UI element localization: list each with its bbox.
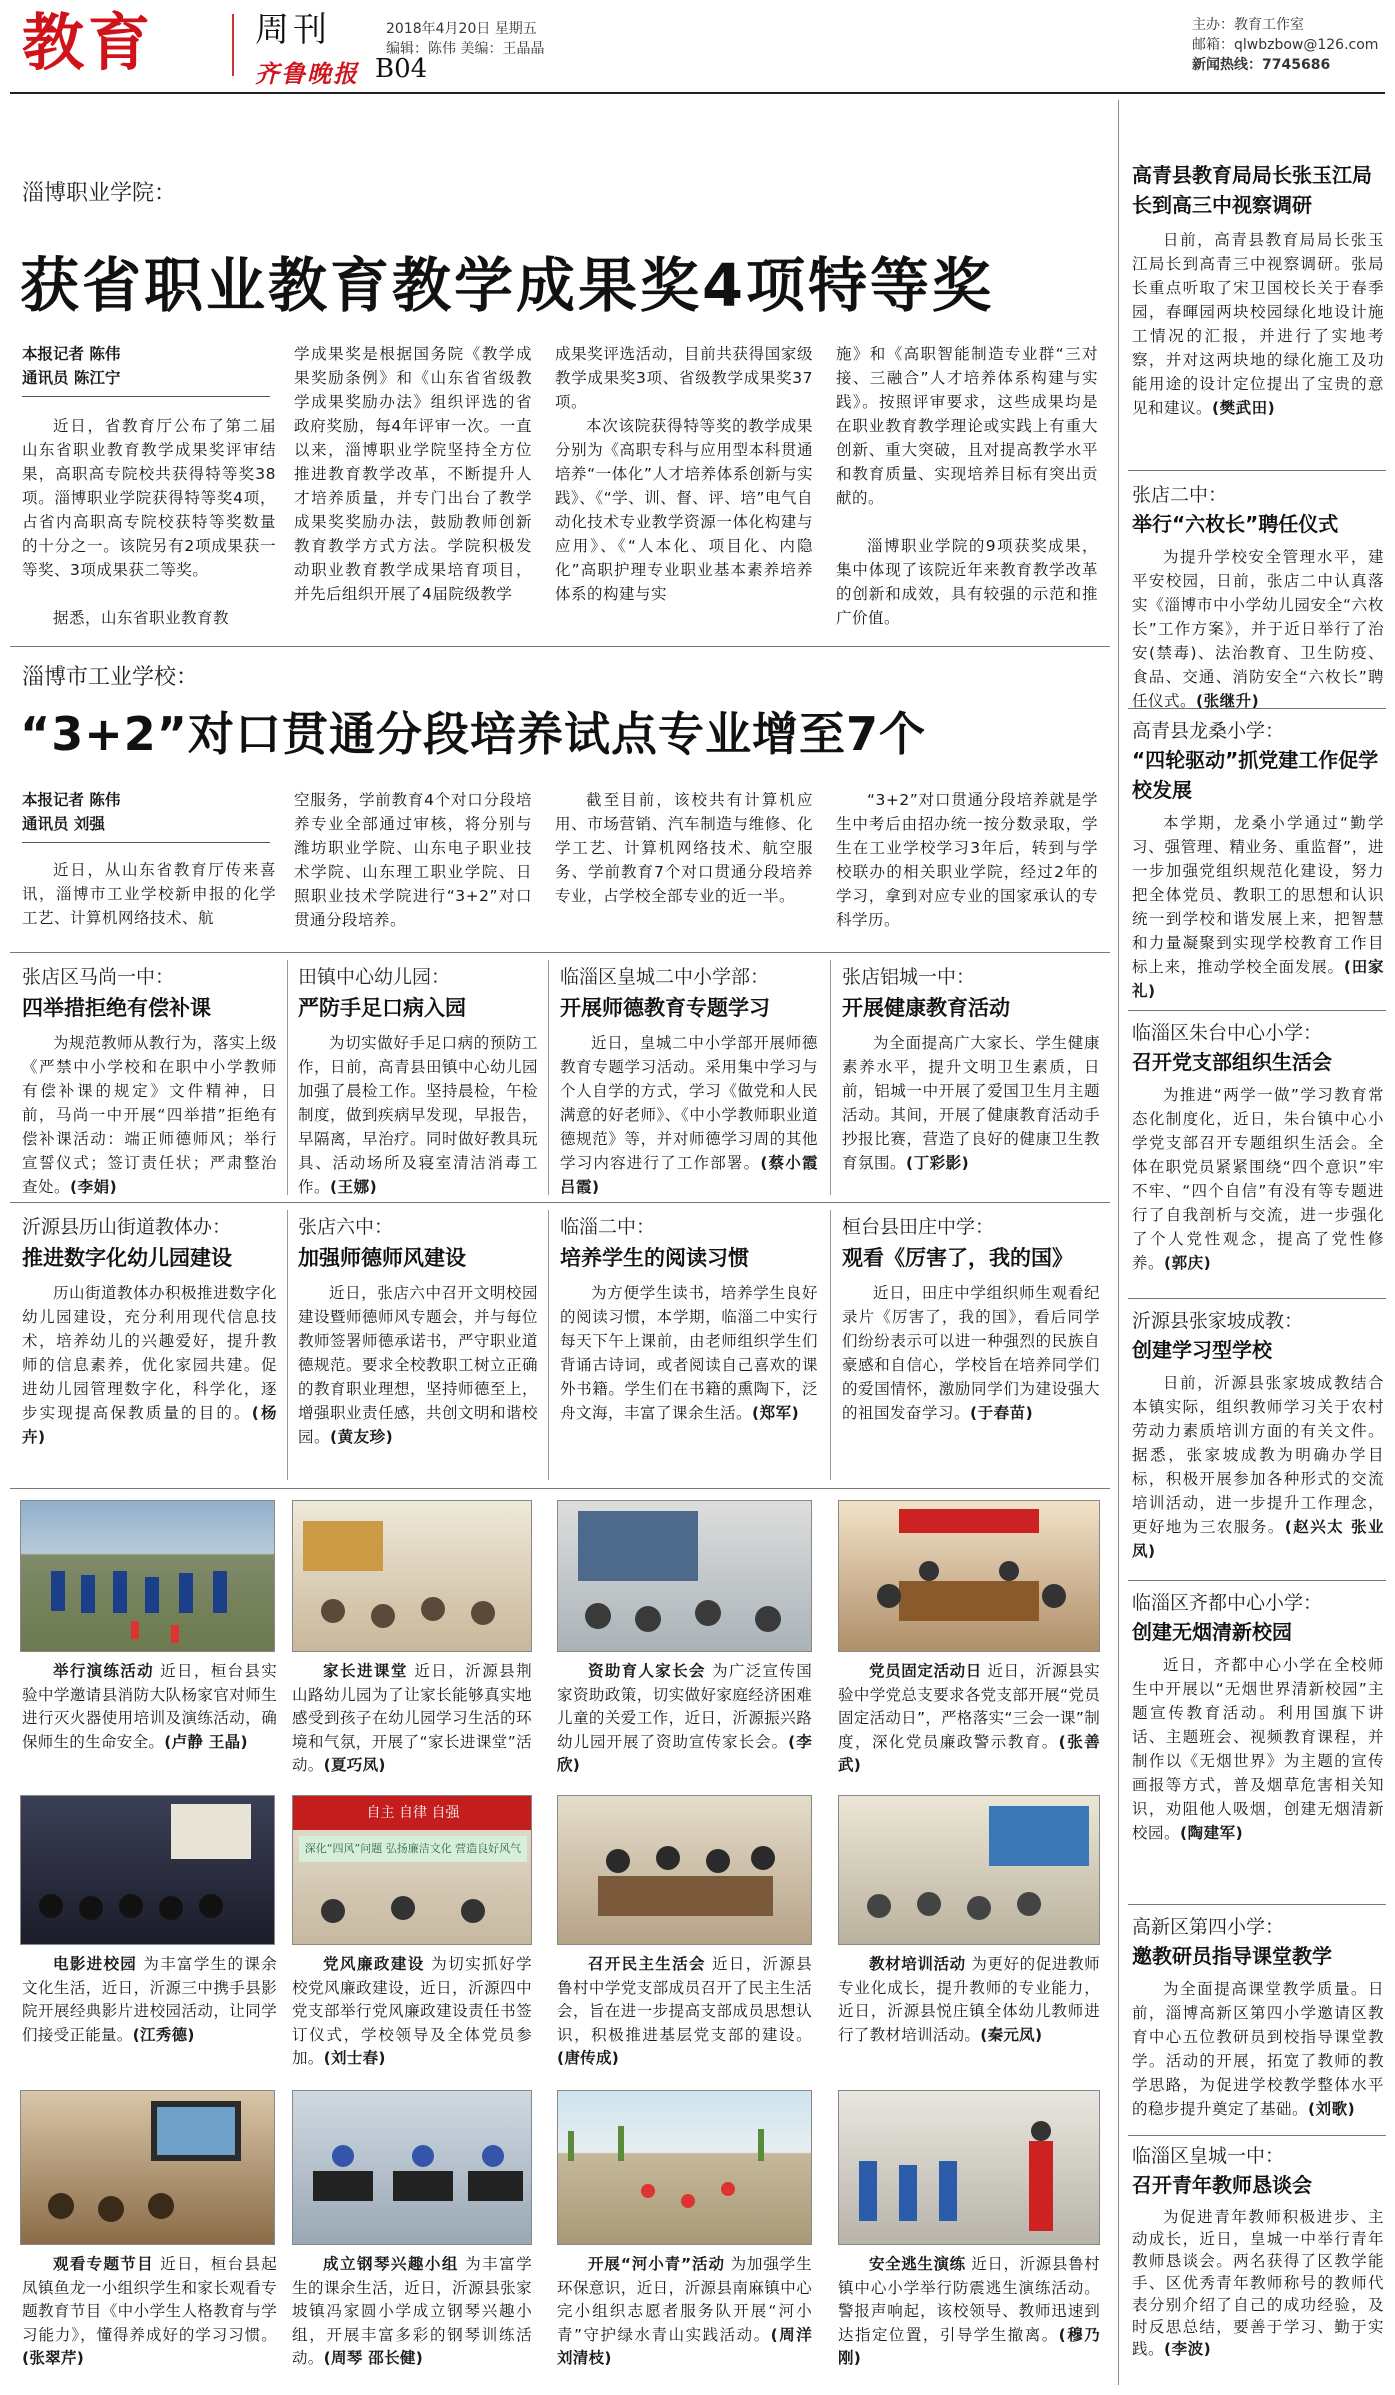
brief-1-3: 临淄区皇城二中小学部： 开展师德教育专题学习 近日，皇城二中小学部开展师德教育专题学习活动。采用集中学习与个人自学的方式，学习《做党和人民满意的好老师》、《中小学教师职业道德规范》等，并对师德学习周的其他学习内容进行了工作部署。(蔡小霞 吕霞): [560, 966, 818, 1196]
photo-evacuation: [838, 2090, 1100, 2245]
a2-headline: “3+2”对口贯通分段培养试点专业增至7个: [20, 707, 927, 761]
photo-piano: [292, 2090, 532, 2245]
caption-3-2: 成立钢琴兴趣小组 为丰富学生的课余生活，近日，沂源县张家坡镇冯家圆小学成立钢琴兴趣小组，开展丰富多彩的钢琴训练活动。(周琴 邵长健): [292, 2255, 533, 2367]
photo-parents-class: [292, 1500, 532, 1652]
editors: 编辑：陈伟 美编：王晶晶: [386, 41, 545, 57]
right-brief-1: 高青县教育局局长张玉江局长到高三中视察调研 日前，高青县教育局局长张玉江局长到高青三中视察调研。张局长重点听取了宋卫国校长关于春季园，春暉园两块校园绿化地设计施工情况的汇报，并进行了实地考察，并对这两块地的绿化施工及功能用途的设计定位提出了宝贵的意见和建议。(樊武田): [1132, 163, 1384, 417]
right-brief-4: 临淄区朱台中心小学： 召开党支部组织生活会 为推进“两学一做”学习教育常态化制度化，近日，朱台镇中心小学党支部召开专题组织生活会。全体在职党员紧紧围绕“四个意识”牢不牢、“四个自信”有没有等专题进行了自我剖析与交流，进一步强化了个人党性观念，提高了党性修养。(郭庆): [1132, 1022, 1384, 1272]
photo-parents-meeting: [557, 1500, 812, 1652]
a1-col1: 近日，省教育厅公布了第二届山东省职业教育教学成果奖评审结果，高职高专院校共获得特等奖38项。淄博职业学院获得特等奖4项，占省内高职高专院校获特等奖数量的十分之一。该院另有2项成果获一等奖、3项成果获二等奖。: [22, 417, 276, 579]
a1-headline: 获省职业教育教学成果奖4项特等奖: [20, 251, 995, 320]
a1-col2: 学成果奖是根据国务院《教学成果奖励条例》和《山东省省级教学成果奖励办法》组织评选的省政府奖励，每4年评审一次。一直以来，淄博职业学院坚持全方位推进教育教学改革，不断提升人才培养质量，并专门出台了教学成果奖奖励办法，鼓励教师创新教育教学方式方法。学院积极发动职业教育教学成果培育项目，并先后组织开展了4届院级教学: [294, 345, 532, 603]
photo-movie: [20, 1795, 275, 1945]
right-brief-3: 高青县龙桑小学： “四轮驱动”抓党建工作促学校发展 本学期，龙桑小学通过“勤学习、强管理、精业务、重监督”，进一步加强党组织规范化建设，努力把全体党员、教职工的思想和认识统一到学校和谐发展上来，把智慧和力量凝聚到实现学校教育工作目标上来，推动学校全面发展。(田家礼): [1132, 720, 1384, 1000]
a1-col3: 成果奖评选活动，目前共获得国家级教学成果奖3项、省级教学成果奖37项。: [555, 345, 813, 411]
right-brief-2: 张店二中： 举行“六枚长”聘任仪式 为提升学校安全管理水平，建平安校园，日前，张店二中认真落实《淄博市中小学幼儿园安全“六枚长”工作方案》，并于近日举行了治安(禁毒)、法治教育、卫生防疫、食品、交通、消防安全“六枚长”聘任仪式。(张继升): [1132, 484, 1384, 710]
host-info: 主办：教育工作室: [1192, 17, 1304, 33]
photo-integrity: 自主 自律 自强 深化“四风”问题 弘扬廉洁文化 营造良好风气: [292, 1795, 532, 1945]
right-brief-6: 临淄区齐都中心小学： 创建无烟清新校园 近日，齐都中心小学在全校师生中开展以“无烟世界清新校园”主题宣传教育活动。利用国旗下讲话、主题班会、视频教育课程，并制作以《无烟世界》为主题的宣传画报等方式，普及烟草危害相关知识，劝阻他人吸烟，创建无烟清新校园。(陶建军): [1132, 1592, 1384, 1842]
a2-col3: 截至目前，该校共有计算机应用、市场营销、汽车制造与维修、化学工艺、计算机网络技术、航空服务、学前教育7个对口贯通分段培养专业，占学校全部专业的近一半。: [555, 791, 813, 905]
brief-2-4: 桓台县田庄中学： 观看《厉害了，我的国》 近日，田庄中学组织师生观看纪录片《厉害了，我的国》，看后同学们纷纷表示可以进一种强烈的民族自豪感和自信心，学校旨在培养同学们的爱国情怀，激励同学们为建设强大的祖国发奋学习。(于春苗): [842, 1216, 1100, 1422]
brief-2-1: 沂源县历山街道教体办： 推进数字化幼儿园建设 历山街道教体办积极推进数字化幼儿园建设，充分利用现代信息技术，培养幼儿的兴趣爱好，提升教师的信息素养，优化家园共建。促进幼儿园管理数字化，科学化，逐步实现提高保教质量的目的。(杨卉): [22, 1216, 278, 1446]
page-number: B04: [375, 54, 428, 84]
caption-2-4: 教材培训活动 为更好的促进教师专业化成长，提升教师的专业能力，近日，沂源县悦庄镇全体幼儿教师进行了教材培训活动。(秦元凤): [838, 1955, 1100, 2044]
caption-1-2: 家长进课堂 近日，沂源县荆山路幼儿园为了让家长能够真实地感受到孩子在幼儿园学习生活的环境和气氛，开展了“家长进课堂”活动。(夏巧凤): [292, 1662, 532, 1774]
caption-3-3: 开展“河小青”活动 为加强学生环保意识，近日，沂源县南麻镇中心完小组织志愿者服务队开展“河小青”守护绿水青山实践活动。(周洋 刘清枝): [557, 2255, 813, 2367]
a2-col1: 近日，从山东省教育厅传来喜讯，淄博市工业学校新申报的化学工艺、计算机网络技术、航: [22, 861, 276, 927]
a1-col3b: 本次该院获得特等奖的教学成果分别为《高职专科与应用型本科贯通培养“一体化”人才培养体系创新与实践》、《“学、训、督、评、培”电气自动化技术专业教学资源一体化构建与应用》、《“人本化、项目化、内隐化”高职护理专业职业基本素养培养体系的构建与实: [555, 417, 813, 603]
weekly-label: 周刊: [255, 10, 331, 50]
caption-3-1: 观看专题节目 近日，桓台县起凤镇鱼龙一小组织学生和家长观看专题教育节目《中小学生人格教育与学习能力》，懂得养成好的学习习惯。(张翠芹): [22, 2255, 277, 2367]
caption-1-1: 举行演练活动 近日，桓台县实验中学邀请县消防大队杨家官对师生进行灭火器使用培训及演练活动，确保师生的生命安全。(卢静 王晶): [22, 1662, 277, 1751]
brief-1-4: 张店铝城一中： 开展健康教育活动 为全面提高广大家长、学生健康素养水平，提升文明卫生素质，日前，铝城一中开展了爱国卫生月主题活动。其间，开展了健康教育活动手抄报比赛，营造了良好的健康卫生教育氛围。(丁彩影): [842, 966, 1100, 1172]
brief-2-3: 临淄二中： 培养学生的阅读习惯 为方便学生读书，培养学生良好的阅读习惯，本学期，临淄二中实行每天下午上课前，由老师组织学生们背诵古诗词，或者阅读自己喜欢的课外书籍。学生们在书籍的熏陶下，泛舟文海，丰富了课余生活。(郑军): [560, 1216, 818, 1422]
a1-kicker: 淄博职业学院：: [22, 181, 177, 206]
hotline-info: 新闻热线：7745686: [1192, 57, 1331, 73]
photo-training: [838, 1795, 1100, 1945]
caption-2-1: 电影进校园 为丰富学生的课余文化生活，近日，沂源三中携手县影院开展经典影片进校园活动，让同学们接受正能量。(江秀德): [22, 1955, 277, 2044]
section-title: 教育: [22, 6, 155, 79]
masthead: [0, 0, 1395, 90]
a1-byline: 本报记者 陈伟 通讯员 陈江宁: [22, 345, 121, 387]
newspaper-logo: 齐鲁晚报: [255, 59, 359, 88]
brief-1-1: 张店区马尚一中： 四举措拒绝有偿补课 为规范教师从教行为，落实上级《严禁中小学校和在职中小学教师有偿补课的规定》文件精神，日前，马尚一中开展“四举措”拒绝有偿补课活动：端正师德师风；举行宣誓仪式；签订责任状；严肃整治查处。(李娟): [22, 966, 278, 1196]
a2-col4: “3+2”对口贯通分段培养就是学生中考后由招办统一按分数录取，学生在工业学校学习3年后，转到与学校联办的相关职业学院，经过2年的学习，拿到对应专业的国家承认的专科学历。: [836, 791, 1098, 929]
issue-date: 2018年4月20日 星期五: [386, 21, 537, 37]
photo-river: [557, 2090, 812, 2245]
brief-2-2: 张店六中： 加强师德师风建设 近日，张店六中召开文明校园建设暨师德师风专题会，并与每位教师签署师德承诺书，严守职业道德规范。要求全校教职工树立正确的教育职业理想，坚持师德至上，增强职业责任感，共创文明和谐校园。(黄友珍): [298, 1216, 539, 1446]
caption-2-3: 召开民主生活会 近日，沂源县鲁村中学党支部成员召开了民主生活会，旨在进一步提高支部成员思想认识，积极推进基层党支部的建设。(唐传成): [557, 1955, 812, 2067]
photo-party-day: [838, 1500, 1100, 1652]
caption-3-4: 安全逃生演练 近日，沂源县鲁村镇中心小学举行防震逃生演练活动。警报声响起，该校领导、教师迅速到达指定位置，引导学生撤离。(穆乃刚): [838, 2255, 1101, 2367]
right-brief-7: 高新区第四小学： 邀教研员指导课堂教学 为全面提高课堂教学质量。日前，淄博高新区第四小学邀请区教育中心五位教研员到校指导课堂教学。活动的开展，拓宽了教师的教学思路，为促进学校教学整体水平的稳步提升奠定了基础。(刘歌): [1132, 1916, 1384, 2118]
brief-1-2: 田镇中心幼儿园： 严防手足口病入园 为切实做好手足口病的预防工作，日前，高青县田镇中心幼儿园加强了晨检工作。坚持晨检，午检制度，做到疾病早发现，早报告，早隔离，早治疗。同时做好教具玩具、活动场所及寝室清洁消毒工作。(王娜): [298, 966, 539, 1196]
email-info: 邮箱：qlwbzbow@126.com: [1192, 37, 1379, 53]
a2-kicker: 淄博市工业学校：: [22, 665, 199, 690]
right-brief-8: 临淄区皇城一中： 召开青年教师恳谈会 为促进青年教师积极进步、主动成长，近日，皇城一中举行青年教师恳谈会。两名获得了区教学能手、区优秀青年教师称号的教师代表分别介绍了自己的成功经验，及时反思总结，要善于学习、勤于实践。(李波): [1132, 2145, 1384, 2358]
caption-2-2: 党风廉政建设 为切实抓好学校党风廉政建设，近日，沂源四中党支部举行党风廉政建设责任书签订仪式，学校领导及全体党员参加。(刘士春): [292, 1955, 532, 2067]
photo-democratic: [557, 1795, 812, 1945]
photo-fire-drill: [20, 1500, 275, 1652]
caption-1-4: 党员固定活动日 近日，沂源县实验中学党总支要求各党支部开展“党员固定活动日”，严格落实“三会一课”制度，深化党员廉政警示教育。(张善武): [838, 1662, 1101, 1774]
photo-tv-program: [20, 2090, 275, 2245]
a1-col1b: 据悉，山东省职业教育教: [53, 609, 230, 627]
a2-col2: 空服务，学前教育4个对口分段培养专业全部通过审核，将分别与潍坊职业学院、山东电子职业技术学院、山东理工职业学院、日照职业技术学院进行“3+2”对口贯通分段培养。: [294, 791, 532, 929]
a2-byline: 本报记者 陈伟 通讯员 刘强: [22, 791, 121, 833]
right-brief-5: 沂源县张家坡成教： 创建学习型学校 日前，沂源县张家坡成教结合本镇实际，组织教师学习关于农村劳动力素质培训方面的有关文件。据悉，张家坡成教为明确办学目标，积极开展参加各种形式的交流培训活动，进一步提升工作理念，更好地为三农服务。(赵兴太 张业凤): [1132, 1310, 1384, 1560]
caption-1-3: 资助育人家长会 为广泛宣传国家资助政策，切实做好家庭经济困难儿童的关爱工作，近日，沂源振兴路幼儿园开展了资助宣传家长会。(李欣): [557, 1662, 813, 1774]
a1-col4: 施》和《高职智能制造专业群“三对接、三融合”人才培养体系构建与实践》。按照评审要求，这些成果均是在职业教育教学理论或实践上有重大创新、重大突破，且对提高教学水平和教育质量、实现培养目标有突出贡献的。: [836, 345, 1098, 507]
a1-col4b: 淄博职业学院的9项获奖成果，集中体现了该院近年来教育教学改革的创新和成效，具有较强的示范和推广价值。: [836, 537, 1098, 627]
